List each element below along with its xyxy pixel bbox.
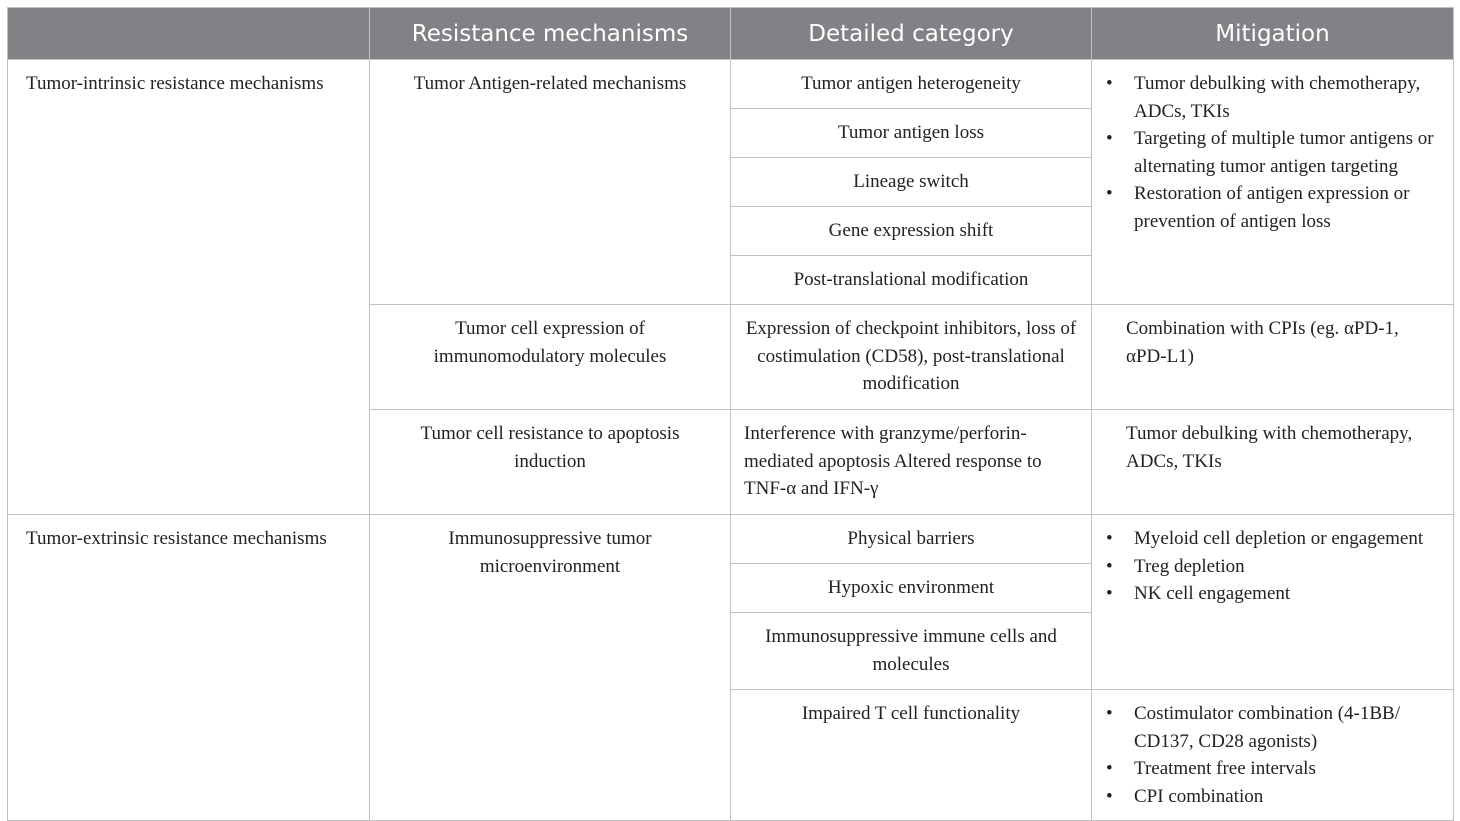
mitigation-list — [1106, 525, 1439, 608]
resistance-mechanisms-table — [7, 7, 1454, 821]
header-resistance-mechanisms: Resistance mechanisms — [370, 8, 731, 60]
table-body — [8, 60, 1454, 821]
mitigation-list — [1106, 700, 1439, 810]
detail-cell: Lineage switch — [731, 158, 1092, 207]
detail-cell: Expression of checkpoint inhibitors, loss of costimulation (CD58), post-translational modification — [731, 305, 1092, 410]
mitigation-list — [1106, 70, 1439, 236]
mechanism-antigen-related: Tumor Antigen-related mechanisms — [370, 60, 731, 305]
detail-cell: Gene expression shift — [731, 207, 1092, 256]
detail-cell: Immunosuppressive immune cells and molecules — [731, 613, 1092, 690]
mechanism-apoptosis-resistance: Tumor cell resistance to apoptosis induction — [370, 410, 731, 515]
detail-cell: Hypoxic environment — [731, 564, 1092, 613]
list-item: • Targeting of multiple tumor antigens or alternating tumor antigen targeting — [1106, 125, 1439, 180]
detail-cell: Interference with granzyme/perforin-mediated apoptosis Altered response to TNF-α and IFN-γ — [731, 410, 1092, 515]
list-item: • Treg depletion — [1106, 553, 1439, 581]
table-header — [8, 8, 1454, 60]
table-row — [8, 60, 1454, 109]
list-item: • CPI combination — [1106, 783, 1439, 811]
detail-cell: Post-translational modification — [731, 256, 1092, 305]
list-item: • NK cell engagement — [1106, 580, 1439, 608]
group-intrinsic-label: Tumor-intrinsic resistance mechanisms — [8, 60, 370, 515]
detail-cell: Impaired T cell functionality — [731, 690, 1092, 821]
mechanism-immunosuppressive-tme: Immunosuppressive tumor microenvironment — [370, 515, 731, 821]
header-detailed-category: Detailed category — [731, 8, 1092, 60]
mechanism-immunomodulatory: Tumor cell expression of immunomodulatory molecules — [370, 305, 731, 410]
list-item: • Costimulator combination (4-1BB/ CD137, CD28 agonists) — [1106, 700, 1439, 755]
group-extrinsic-label: Tumor-extrinsic resistance mechanisms — [8, 515, 370, 821]
list-item: • Myeloid cell depletion or engagement — [1106, 525, 1439, 553]
list-item: • Restoration of antigen expression or prevention of antigen loss — [1106, 180, 1439, 235]
mitigation-apoptosis-resistance: Tumor debulking with chemotherapy, ADCs, TKIs — [1092, 410, 1454, 515]
mitigation-tme-a — [1092, 515, 1454, 690]
list-item: • Treatment free intervals — [1106, 755, 1439, 783]
detail-cell: Physical barriers — [731, 515, 1092, 564]
header-mitigation: Mitigation — [1092, 8, 1454, 60]
detail-cell: Tumor antigen heterogeneity — [731, 60, 1092, 109]
table-row — [8, 515, 1454, 564]
mitigation-tme-b — [1092, 690, 1454, 821]
header-blank — [8, 8, 370, 60]
mitigation-antigen-related — [1092, 60, 1454, 305]
header-row — [8, 8, 1454, 60]
list-item: • Tumor debulking with chemotherapy, ADCs, TKIs — [1106, 70, 1439, 125]
detail-cell: Tumor antigen loss — [731, 109, 1092, 158]
mitigation-immunomodulatory: Combination with CPIs (eg. αPD-1, αPD-L1) — [1092, 305, 1454, 410]
